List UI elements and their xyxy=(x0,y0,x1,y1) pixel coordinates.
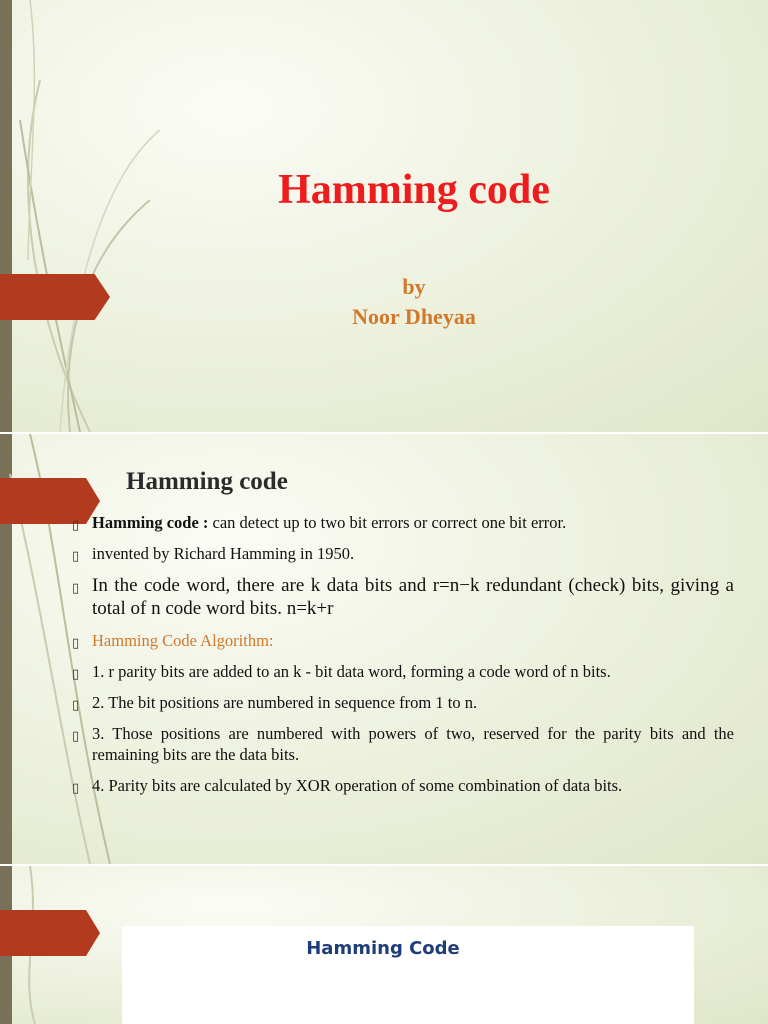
title-slide xyxy=(0,0,768,432)
panel-title: Hamming Code xyxy=(306,938,460,959)
content-slide xyxy=(0,434,768,864)
bullet-icon: ▯ xyxy=(72,697,80,712)
bullet-text: 3. Those positions are numbered with powers of two, reserved for the parity bits and the remaining bits are the data bits. xyxy=(92,724,734,764)
list-item xyxy=(72,630,734,651)
content-panel xyxy=(122,926,694,1024)
bullet-text: can detect up to two bit errors or correct one bit error. xyxy=(208,513,567,532)
bullet-text: 2. The bit positions are numbered in sequence from 1 to n. xyxy=(92,693,478,712)
list-item xyxy=(72,692,734,713)
bullet-icon: ▯ xyxy=(72,548,80,563)
bullet-list xyxy=(72,512,734,806)
list-item xyxy=(72,574,734,620)
bullet-text: Hamming Code Algorithm: xyxy=(92,631,274,650)
red-arrow-tab xyxy=(0,910,100,956)
by-label: by xyxy=(402,274,426,299)
decorative-swirl-icon xyxy=(0,0,160,432)
bullet-icon: ▯ xyxy=(72,517,80,532)
list-item xyxy=(72,512,734,533)
bullet-icon: ▯ xyxy=(72,635,80,650)
bullet-icon: ▯ xyxy=(72,666,80,681)
slide-title: Hamming code xyxy=(126,468,288,495)
bullet-icon: ▯ xyxy=(72,580,80,595)
list-item xyxy=(72,543,734,564)
bullet-icon: ▯ xyxy=(72,780,80,795)
slide-title: Hamming code xyxy=(278,167,550,213)
list-item xyxy=(72,775,734,796)
bullet-text: 4. Parity bits are calculated by XOR operation of some combination of data bits. xyxy=(92,776,623,795)
list-item xyxy=(72,723,734,765)
list-item xyxy=(72,661,734,682)
left-bar xyxy=(0,0,12,432)
bullet-icon: ▯ xyxy=(72,728,80,743)
third-slide xyxy=(0,866,768,1024)
author-name: Noor Dheyaa xyxy=(352,304,476,329)
bullet-text: In the code word, there are k data bits and r=n−k redundant (check) bits, giving a total of n code word bits. n=k+r xyxy=(92,575,734,619)
bullet-text: invented by Richard Hamming in 1950. xyxy=(92,544,355,563)
byline xyxy=(0,272,768,332)
bullet-text: 1. r parity bits are added to an k - bit data word, forming a code word of n bits. xyxy=(92,662,611,681)
term-bold: Hamming code : xyxy=(92,513,209,532)
